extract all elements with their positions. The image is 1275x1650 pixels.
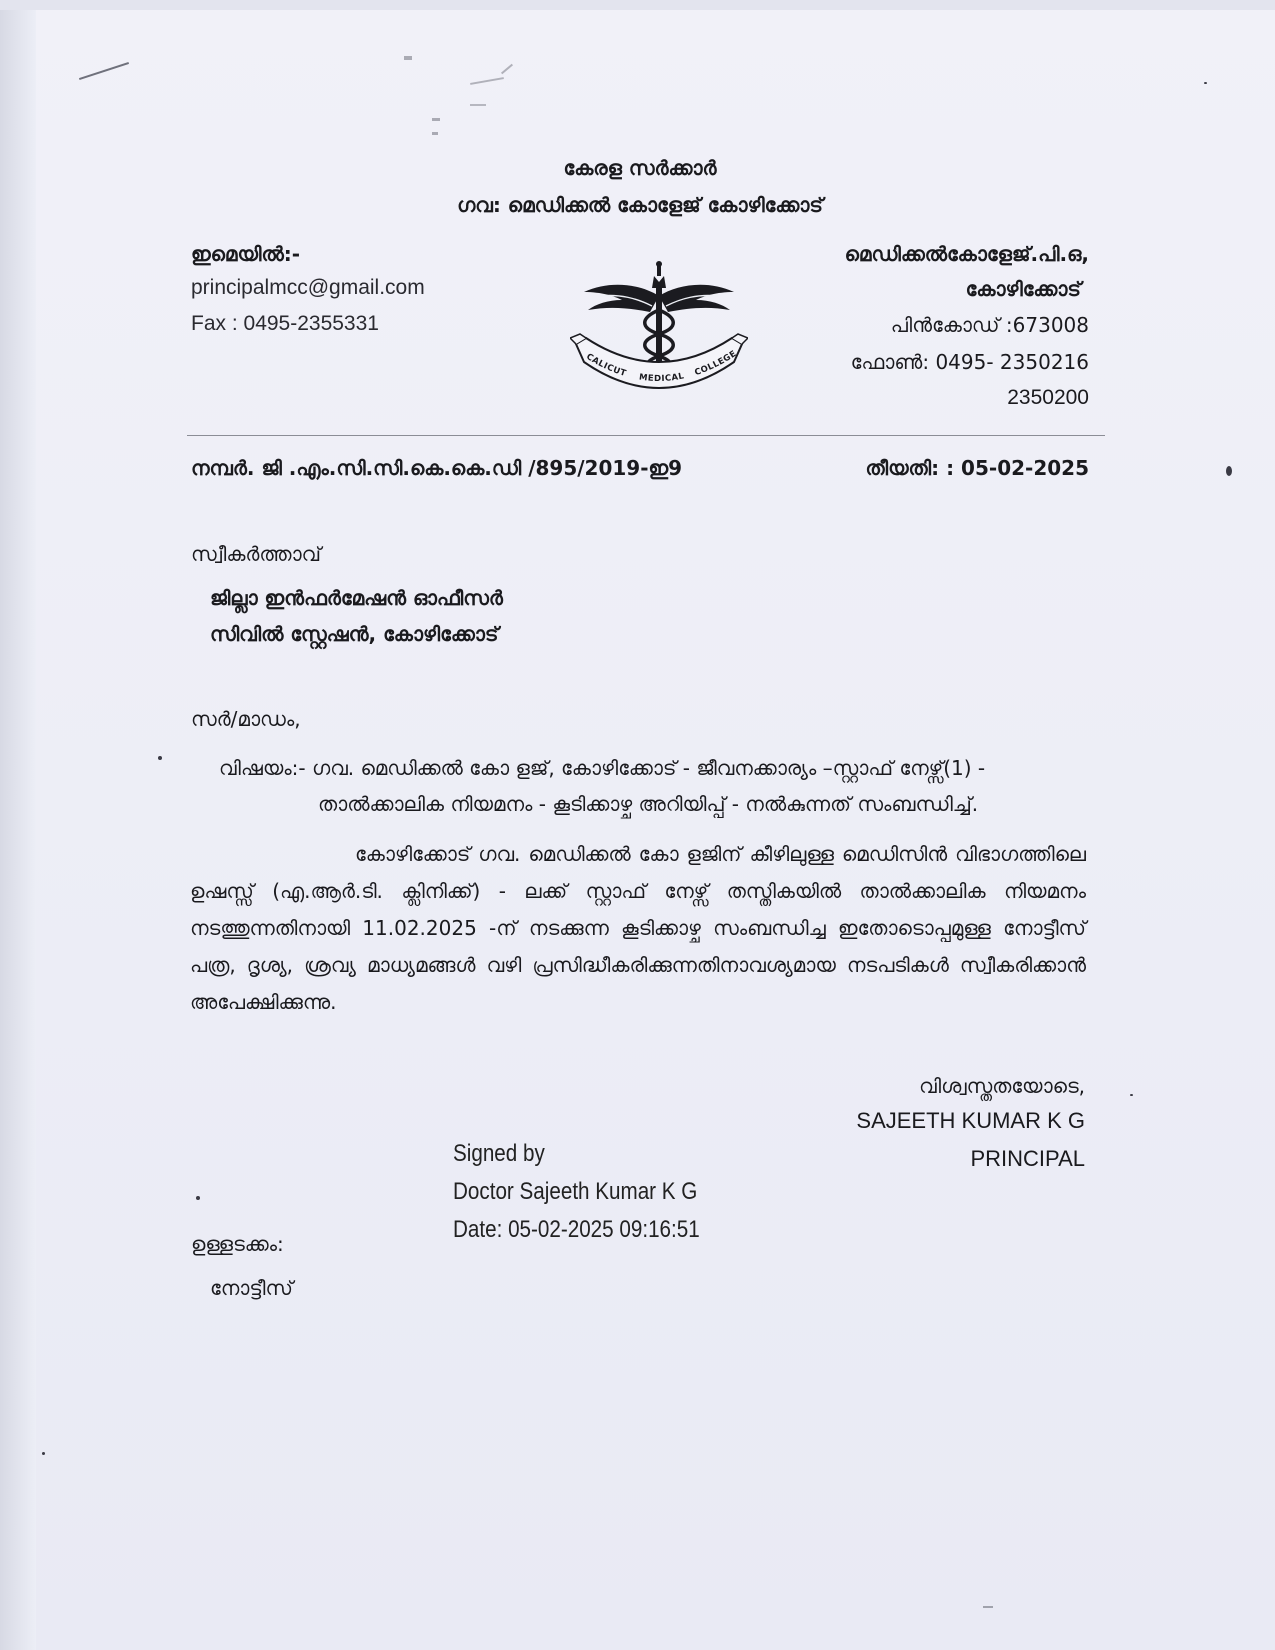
scan-mark: [501, 64, 513, 75]
signatory-title: PRINCIPAL: [970, 1146, 1085, 1171]
recipient-line-2: സിവിൽ സ്റ്റേഷൻ, കോഴിക്കോട്: [210, 622, 499, 646]
scan-mark: [432, 118, 440, 121]
header-divider: [187, 435, 1105, 436]
signatory-name: SAJEETH KUMAR K G: [856, 1108, 1085, 1133]
fax-number: Fax : 0495-2355331: [191, 312, 379, 335]
address-line-2: കോഴിക്കോട്: [965, 277, 1081, 301]
email-address: principalmcc@gmail.com: [191, 276, 425, 299]
salutation: സർ/മാഡം,: [191, 707, 301, 731]
phone-number: ഫോൺ: 0495- 2350216: [850, 350, 1089, 374]
scan-speck: [196, 1196, 200, 1200]
ribbon-left-text: CALICUT: [584, 351, 628, 380]
recipient-label: സ്വീകർത്താവ്: [191, 542, 321, 566]
caduceus-emblem-icon: [570, 258, 748, 404]
letter-date: തീയതി: : 05-02-2025: [865, 456, 1089, 480]
signature-date: Date: 05-02-2025 09:16:51: [453, 1216, 700, 1243]
scan-mark: [404, 56, 412, 60]
enclosure-label: ഉള്ളടക്കം:: [191, 1232, 284, 1256]
digital-signature-block: [453, 1135, 700, 1249]
recipient-line-1: ജില്ലാ ഇൻഫർമേഷൻ ഓഫീസർ: [210, 586, 503, 610]
body-paragraph: കോഴിക്കോട് ഗവ. മെഡിക്കൽ കോ ളജിന് കീഴിലുള്ള മെഡിസിൻ വിഭാഗത്തിലെ ഉഷസ്സ് (എ.ആർ.ടി. ക്ലിനിക്ക്) - ലക്ക് സ്റ്റാഫ് നേഴ്സ് തസ്തികയിൽ താൽക്കാലിക നിയമനം നടത്തുന്നതിനായി 11.02.2025 -ന് നടക്കുന്ന കൂടിക്കാഴ്ച സംബന്ധിച്ച ഇതോടൊപ്പമുള്ള നോട്ടീസ് പത്ര, ദൃശ്യ, ശ്രവ്യ മാധ്യമങ്ങൾ വഴി പ്രസിദ്ധീകരിക്കുന്നതിനാവശ്യമായ നടപടികൾ സ്വീകരിക്കാൻ അപേക്ഷിക്കുന്നു.: [190, 842, 1086, 1014]
scan-speck: [1204, 82, 1207, 84]
scan-speck: [1226, 466, 1232, 476]
subject-line-1: വിഷയം:- ഗവ. മെഡിക്കൽ കോ ളജ്, കോഴിക്കോട് - ജീവനക്കാര്യം –സ്റ്റാഫ് നേഴ്സ്(1) -: [219, 756, 986, 780]
ribbon-right-text: COLLEGE: [693, 348, 739, 379]
institution-heading: ഗവ: മെഡിക്കൽ കോളേജ് കോഴിക്കോട്: [457, 193, 823, 217]
address-line-1: മെഡിക്കൽകോളേജ്.പി.ഒ,: [844, 242, 1089, 266]
scan-mark: [470, 104, 486, 106]
signed-by-label: Signed by: [453, 1140, 545, 1167]
scan-mark: [983, 1606, 993, 1608]
enclosure-item: നോട്ടീസ്: [210, 1276, 293, 1300]
email-label: ഇമെയിൽ:-: [191, 242, 301, 266]
subject-line-2: താൽക്കാലിക നിയമനം - കൂടിക്കാഴ്ച അറിയിപ്പ് - നൽകുന്നത് സംബന്ധിച്ച്.: [318, 792, 979, 816]
scan-speck: [42, 1452, 45, 1455]
scan-mark: [470, 77, 504, 85]
scan-mark: [432, 132, 438, 135]
signer-name: Doctor Sajeeth Kumar K G: [453, 1178, 698, 1205]
scan-speck: [1130, 1094, 1133, 1096]
scan-speck: [158, 756, 162, 760]
government-heading: കേരള സർക്കാർ: [563, 156, 717, 180]
scan-mark: [79, 62, 129, 80]
pincode: പിൻകോഡ് :673008: [890, 313, 1089, 337]
complimentary-close: വിശ്വസ്തതയോടെ,: [919, 1074, 1085, 1098]
phone-number-2: 2350200: [1007, 386, 1089, 409]
ribbon-center-text: MEDICAL: [638, 371, 686, 385]
reference-number: നമ്പർ. ജി .എം.സി.സി.കെ.കെ.ഡി /895/2019-ഇ9: [191, 456, 683, 480]
